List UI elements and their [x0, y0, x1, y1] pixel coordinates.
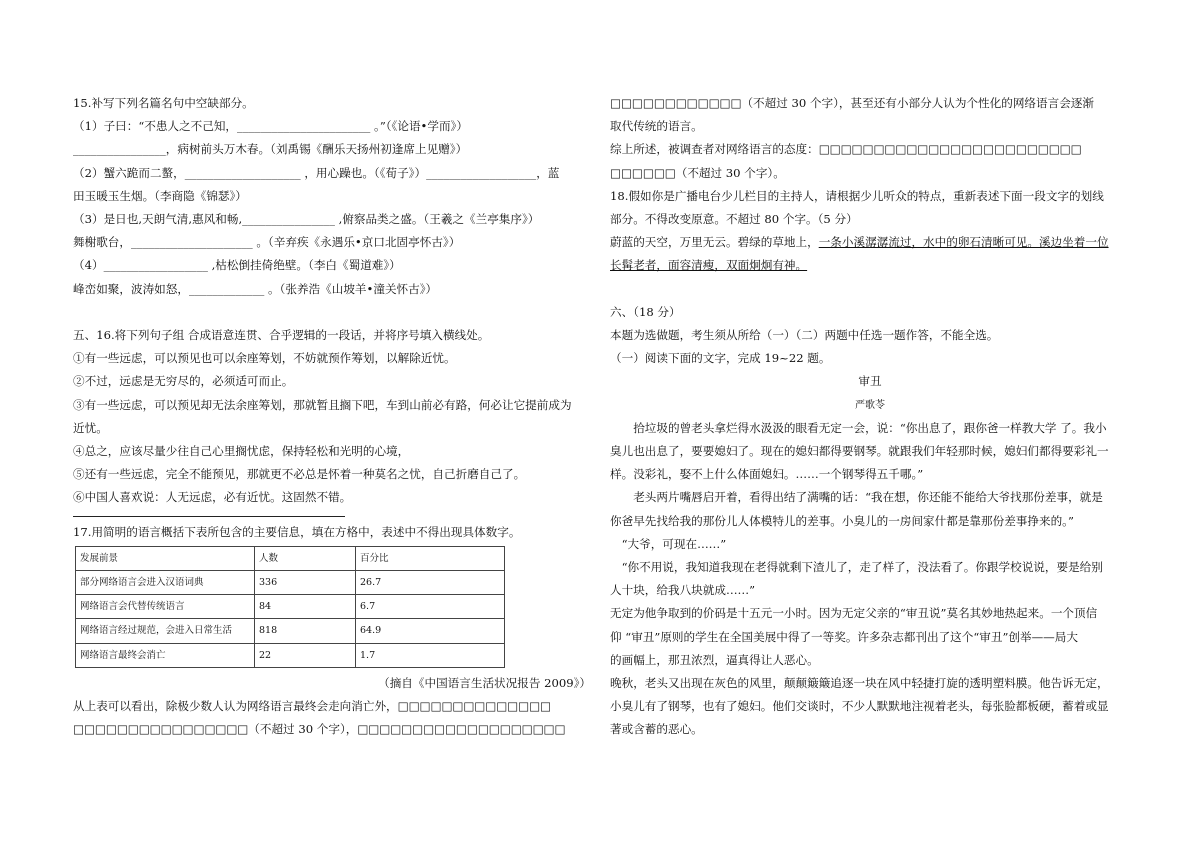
story-paragraph-cont: 仰 “审丑”原则的学生在全国美展中得了一等奖。许多杂志都刊出了这个“审丑”创举——局大 — [610, 629, 1078, 644]
q16-sentence-3: ③有一些远虑，可以预见却无法余座筹划，那就暂且搁下吧，车到山前必有路，何必让它提前成为 — [73, 397, 572, 412]
q16-sentence-4: ④总之，应该尽量少往自己心里搁忧虑，保持轻松和光明的心境， — [73, 444, 410, 459]
right-column — [610, 92, 1130, 742]
story-paragraph: 无定为他争取到的价码是十五元一小时。因为无定父亲的“审丑说”莫名其妙地热起来。一个顶信 — [610, 606, 1098, 621]
q18-passage-line-1 — [610, 231, 1130, 254]
story-paragraph-cont: 你爸早先找给我的那份儿人体模特儿的差事。小臭儿的一房间家什都是靠那份差事挣来的。” — [610, 513, 1074, 528]
table-header-cell: 发展前景 — [76, 546, 255, 570]
q18-line-2: 部分。不得改变原意。不超过 80 个字。（5 分） — [610, 212, 858, 227]
q15-line-2: ________________，病树前头万木春。（刘禹锡《酬乐天扬州初逢席上见赠》） — [73, 142, 468, 157]
left-column — [73, 92, 593, 741]
table-cell: 818 — [255, 619, 356, 643]
q16-sentence-6: ⑥中国人喜欢说：人无远虑，必有近忧。这固然不错。 — [73, 490, 352, 505]
story-paragraph-cont: 小臭儿有了钢琴，也有了媳妇。他们交谈时，不少人默默地注视着老头，每张脸都板硬，蓄着或显 — [610, 699, 1109, 714]
table-source: （摘自《中国语言生活状况报告 2009》） — [378, 675, 591, 690]
q16-sentence-3-cont: 近忧。 — [73, 420, 108, 435]
story-title: 审丑 — [858, 374, 882, 389]
table-header-cell: 人数 — [255, 546, 356, 570]
table-cell: 84 — [255, 595, 356, 619]
q15-line-7: （4）__________________ ,枯松倒挂倚绝壁。（李白《蜀道难》） — [73, 258, 401, 273]
q18-underlined-text-cont: 长髯老者，面容清瘦，双面炯炯有神。 — [610, 258, 808, 273]
story-paragraph-cont: 臭儿也出息了，要要媳妇了。现在的媳妇都得要钢琴。就跟我们年轻那时候，媳妇们都得要彩礼一 — [610, 444, 1109, 459]
q16-sentence-1: ①有一些远虑，可以预见也可以余座筹划，不妨就预作筹划，以解除近忧。 — [73, 351, 456, 366]
story-paragraph-cont: 样。没彩礼，娶不上什么体面媳妇。……一个钢琴得五千哪。” — [610, 467, 924, 482]
table-row — [76, 571, 505, 595]
q17-answer-line-1: 从上表可以看出，除极少数人认为网络语言最终会走向消亡外，□□□□□□□□□□□□□□ — [73, 699, 551, 714]
table-cell: 22 — [255, 643, 356, 667]
q16-sentence-5: ⑤还有一些远虑，完全不能预见，那就更不必总是怀着一种莫名之忧，自己折磨自己了。 — [73, 467, 526, 482]
table-header-row — [76, 546, 505, 570]
q17-cont-line-1: □□□□□□□□□□□□（不超过 30 个字），甚至还有小部分人认为个性化的网络语言会逐渐 — [610, 96, 1094, 110]
table-cell: 网络语言会代替传统语言 — [76, 595, 255, 619]
q17-answer-line-2: □□□□□□□□□□□□□□□□（不超过 30 个字），□□□□□□□□□□□□□□□□□□□ — [73, 722, 566, 737]
story-paragraph: 老头两片嘴唇启开着，看得出结了满嘴的话：“我在想，你还能不能给大爷找那份差事，就是 — [633, 490, 1103, 505]
q16-title: 五、16.将下列句子组 合成语意连贯、合乎逻辑的一段话，并将序号填入横线处。 — [73, 328, 490, 343]
q16-sentence-2: ②不过，远虑是无穷尽的，必须适可而止。 — [73, 374, 294, 389]
q15-line-1: （1）子曰：“不患人之不己知，_______________________ 。”（《论语•学而》） — [73, 119, 468, 134]
q18-underlined-text: 一条小溪潺潺流过，水中的卵石清晰可见。溪边坐着一位 — [818, 235, 1109, 250]
story-paragraph: 晚秋，老头又出现在灰色的风里，颠颠簸簸追逐一块在风中轻捷打旋的透明塑料膜。他告诉无定， — [610, 676, 1109, 691]
story-paragraph-cont: 人十块，给我八块就成……” — [610, 583, 756, 598]
q17-title: 17.用简明的语言概括下表所包含的主要信息，填在方格中，表述中不得出现具体数字。 — [73, 524, 521, 539]
table-cell: 336 — [255, 571, 356, 595]
story-author: 严歌苓 — [855, 399, 885, 411]
q15-line-6: 舞榭歌台，_____________________ 。（辛弃疾《永遇乐•京口北固亭怀古》） — [73, 235, 461, 250]
table-cell: 26.7 — [356, 571, 505, 595]
table-header-cell: 百分比 — [356, 546, 505, 570]
q17-cont-line-2: 取代传统的语言。 — [610, 119, 703, 134]
table-cell: 网络语言最终会消亡 — [76, 643, 255, 667]
q17-cont-line-4: □□□□□□（不超过 30 个字）。 — [610, 165, 785, 180]
q15-line-8: 峰峦如聚，波涛如怒，_____________ 。（张养浩《山坡羊•潼关怀古》） — [73, 281, 438, 296]
story-paragraph: “大爷，可现在……” — [621, 536, 727, 551]
q15-line-4: 田玉暖玉生烟。（李商隐《锦瑟》） — [73, 188, 247, 203]
q15-line-5: （3）是日也,天朗气清,惠风和畅,________________ ,俯察品类之盛。（王羲之《兰亭集序》） — [73, 212, 540, 227]
section-6-subtitle: （一）阅读下面的文字，完成 19~22 题。 — [610, 351, 831, 366]
section-6-head: 六、（18 分） — [610, 304, 681, 319]
section-6-instruction: 本题为选做题，考生须从所给（一）（二）两题中任选一题作答，不能全选。 — [610, 328, 999, 343]
q17-cont-line-3: 综上所述，被调查者对网络语言的态度：□□□□□□□□□□□□□□□□□□□□□□□□ — [610, 142, 1082, 157]
table-cell: 6.7 — [356, 595, 505, 619]
q15-line-3: （2）蟹六跪而二螯，____________________ ，用心躁也。（《荀子》）___________________，蓝 — [73, 165, 560, 180]
q18-line-1: 18.假如你是广播电台少儿栏目的主持人，请根据少儿听众的特点，重新表述下面一段文字的划线 — [610, 188, 1104, 203]
table-row — [76, 643, 505, 667]
table-cell: 网络语言经过规范，会进入日常生活 — [76, 619, 255, 643]
survey-table — [75, 546, 505, 668]
story-paragraph-cont: 著或含蓄的恶心。 — [610, 722, 703, 737]
story-paragraph-cont: 的画幅上，那丑浓烈，逼真得让人恶心。 — [610, 652, 819, 667]
table-cell: 1.7 — [356, 643, 505, 667]
q15-title: 15.补写下列名篇名句中空缺部分。 — [73, 96, 254, 110]
table-cell: 部分网络语言会进入汉语词典 — [76, 571, 255, 595]
q18-passage-plain: 蔚蓝的天空，万里无云。碧绿的草地上， — [610, 235, 819, 250]
answer-line — [73, 516, 345, 517]
table-cell: 64.9 — [356, 619, 505, 643]
story-paragraph: 拾垃圾的曾老头拿烂得水汲汲的眼看无定一会，说：“你出息了，跟你爸一样教大学 了。我小 — [633, 420, 1107, 435]
story-paragraph: “你不用说，我知道我现在老得就剩下渣儿了，走了样了，没法看了。你跟学校说说，要是给别 — [621, 560, 1103, 575]
table-row — [76, 595, 505, 619]
table-row — [76, 619, 505, 643]
